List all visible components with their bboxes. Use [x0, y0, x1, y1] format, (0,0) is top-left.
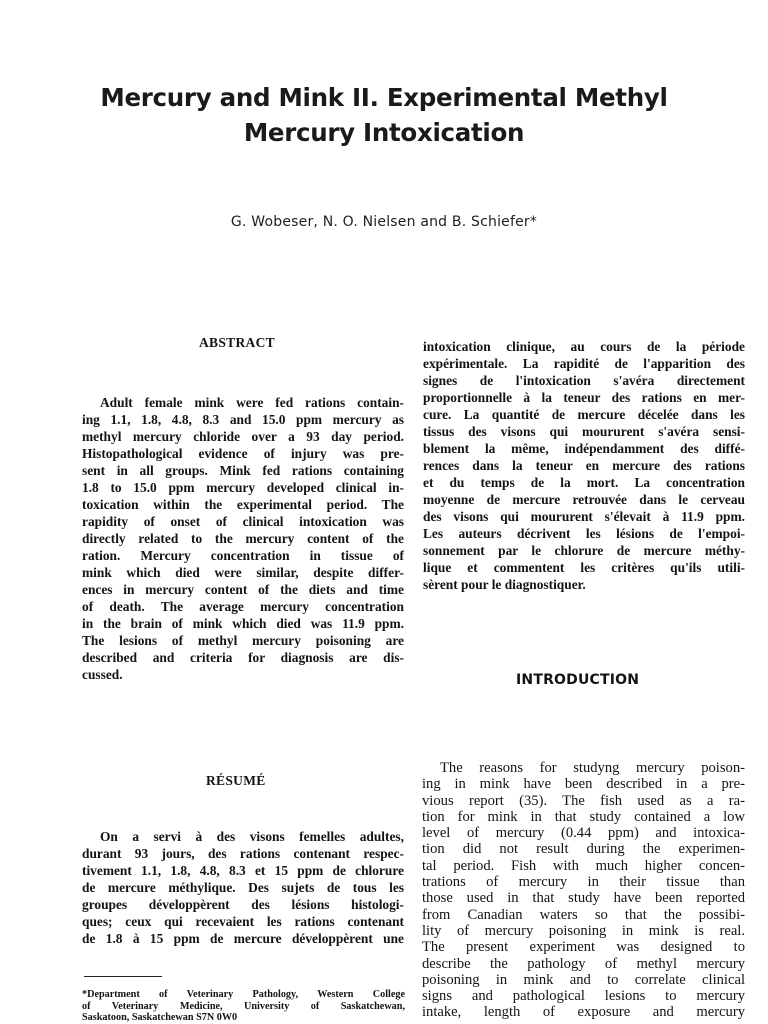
introduction-line: describe the pathology of methyl mercury — [422, 955, 745, 972]
resume-line: des visons qui moururent s'élevait à 11.9 ppm. — [423, 509, 745, 524]
article-title — [0, 80, 768, 150]
introduction-line: from Canadian waters so that the possibi- — [422, 906, 745, 923]
abstract-line: directly related to the mercury content of the — [82, 531, 404, 546]
resume-line: sèrent pour le diagnostiquer. — [423, 577, 586, 592]
abstract-line: ing 1.1, 1.8, 4.8, 8.3 and 15.0 ppm mercury as — [82, 412, 404, 427]
resume-line: blement la même, indépendamment des diffé- — [423, 441, 745, 456]
abstract-line: rapidity of onset of clinical intoxication was — [82, 514, 404, 529]
introduction-line: intake, length of exposure and mercury — [422, 1004, 745, 1021]
abstract-line: toxication within the experimental period. The — [82, 497, 404, 512]
resume-line: intoxication clinique, au cours de la période — [423, 339, 745, 354]
resume-line: lique et commentent les critères qu'ils utili- — [423, 560, 745, 575]
introduction-line: tion did not result during the experimen- — [422, 841, 745, 858]
footnote-line: Saskatoon, Saskatchewan S7N 0W0 — [82, 1012, 238, 1023]
introduction-body — [422, 760, 745, 1021]
abstract-line: ration. Mercury concentration in tissue of — [82, 548, 404, 563]
resume-line: sonnement par le chlorure de mercure méthy- — [423, 543, 745, 558]
authors: G. Wobeser, N. O. Nielsen and B. Schiefer* — [230, 214, 538, 230]
introduction-line: The reasons for studyng mercury poison- — [440, 760, 745, 776]
resume-line: Les auteurs décrivent les lésions de l'empoi- — [423, 526, 745, 541]
resume-line: tivement 1.1, 1.8, 4.8, 8.3 et 15 ppm de chlorure — [82, 863, 404, 878]
abstract-line: described and criteria for diagnosis are dis- — [82, 650, 404, 665]
resume-line: ques; ceux qui recevaient les rations contenant — [82, 914, 404, 929]
abstract-line: ences in mercury content of the diets and time — [82, 582, 404, 597]
resume-line: de 1.8 à 15 ppm de mercure développèrent une — [82, 931, 404, 946]
introduction-line: lity of mercury poisoning in mink is real. — [422, 922, 745, 939]
resume-line: signes de l'intoxication s'avéra directement — [423, 373, 745, 388]
resume-line: cure. La quantité de mercure décelée dans les — [423, 407, 745, 422]
abstract-line: Histopathological evidence of injury was pre- — [82, 446, 404, 461]
title-line-1: Mercury and Mink II. Experimental Methyl — [100, 83, 668, 112]
abstract-heading: ABSTRACT — [199, 335, 275, 350]
resume-heading: RÉSUMÉ — [206, 773, 266, 788]
introduction-line: tal period. Fish with much higher concen- — [422, 857, 745, 874]
resume-line: groupes développèrent des lésions histologi- — [82, 897, 404, 912]
abstract-line: mink which died were similar, despite differ- — [82, 565, 404, 580]
footnote-line: *Department of Veterinary Pathology, Western College — [82, 989, 405, 1000]
resume-line: et du temps de la mort. La concentration — [423, 475, 745, 490]
abstract-line: of death. The average mercury concentration — [82, 599, 404, 614]
introduction-line: those used in that study have been reported — [422, 890, 745, 907]
footnote-rule — [84, 976, 162, 977]
introduction-line: ing in mink have been described in a pre- — [422, 776, 745, 793]
footnote — [82, 989, 405, 1024]
introduction-heading: INTRODUCTION — [516, 672, 640, 688]
introduction-line: vious report (35). The fish used as a ra- — [422, 792, 745, 809]
abstract-body — [82, 394, 404, 683]
introduction-line: tion for mink in that study contained a low — [422, 808, 745, 825]
resume-line: moyenne de mercure retrouvée dans le cerveau — [423, 492, 745, 507]
resume-line: durant 93 jours, des rations contenant respec- — [82, 846, 404, 861]
abstract-line: cussed. — [82, 667, 123, 682]
footnote-line: of Veterinary Medicine, University of Saskatchewan, — [82, 1000, 405, 1012]
abstract-line: in the brain of mink which died was 11.9 ppm. — [82, 616, 404, 631]
introduction-line: The present experiment was designed to — [422, 939, 745, 956]
resume-line: proportionnelle à la teneur des rations en mer- — [423, 390, 745, 405]
abstract-line: sent in all groups. Mink fed rations containing — [82, 463, 404, 478]
resume-line: rences dans la teneur en mercure des rations — [423, 458, 745, 473]
introduction-line: signs and pathological lesions to mercury — [422, 988, 745, 1005]
introduction-line: level of mercury (0.44 ppm) and intoxica- — [422, 825, 745, 842]
resume-line: de mercure méthylique. Des sujets de tous les — [82, 880, 404, 895]
title-line-2: Mercury Intoxication — [243, 118, 525, 147]
resume-line: expérimentale. La rapidité de l'apparition des — [423, 356, 745, 371]
abstract-line: 1.8 to 15.0 ppm mercury developed clinical in- — [82, 480, 404, 495]
resume-body-right — [423, 338, 745, 593]
abstract-line: Adult female mink were fed rations contain- — [100, 395, 404, 410]
introduction-line: poisoning in mink and to correlate clinical — [422, 971, 745, 988]
resume-body-left — [82, 828, 404, 947]
abstract-line: methyl mercury chloride over a 93 day period. — [82, 429, 404, 444]
abstract-line: The lesions of methyl mercury poisoning are — [82, 633, 404, 648]
resume-line: tissus des visons qui moururent s'avéra sensi- — [423, 424, 745, 439]
resume-line: On a servi à des visons femelles adultes, — [100, 829, 404, 844]
introduction-line: trations of mercury in their tissue than — [422, 874, 745, 891]
